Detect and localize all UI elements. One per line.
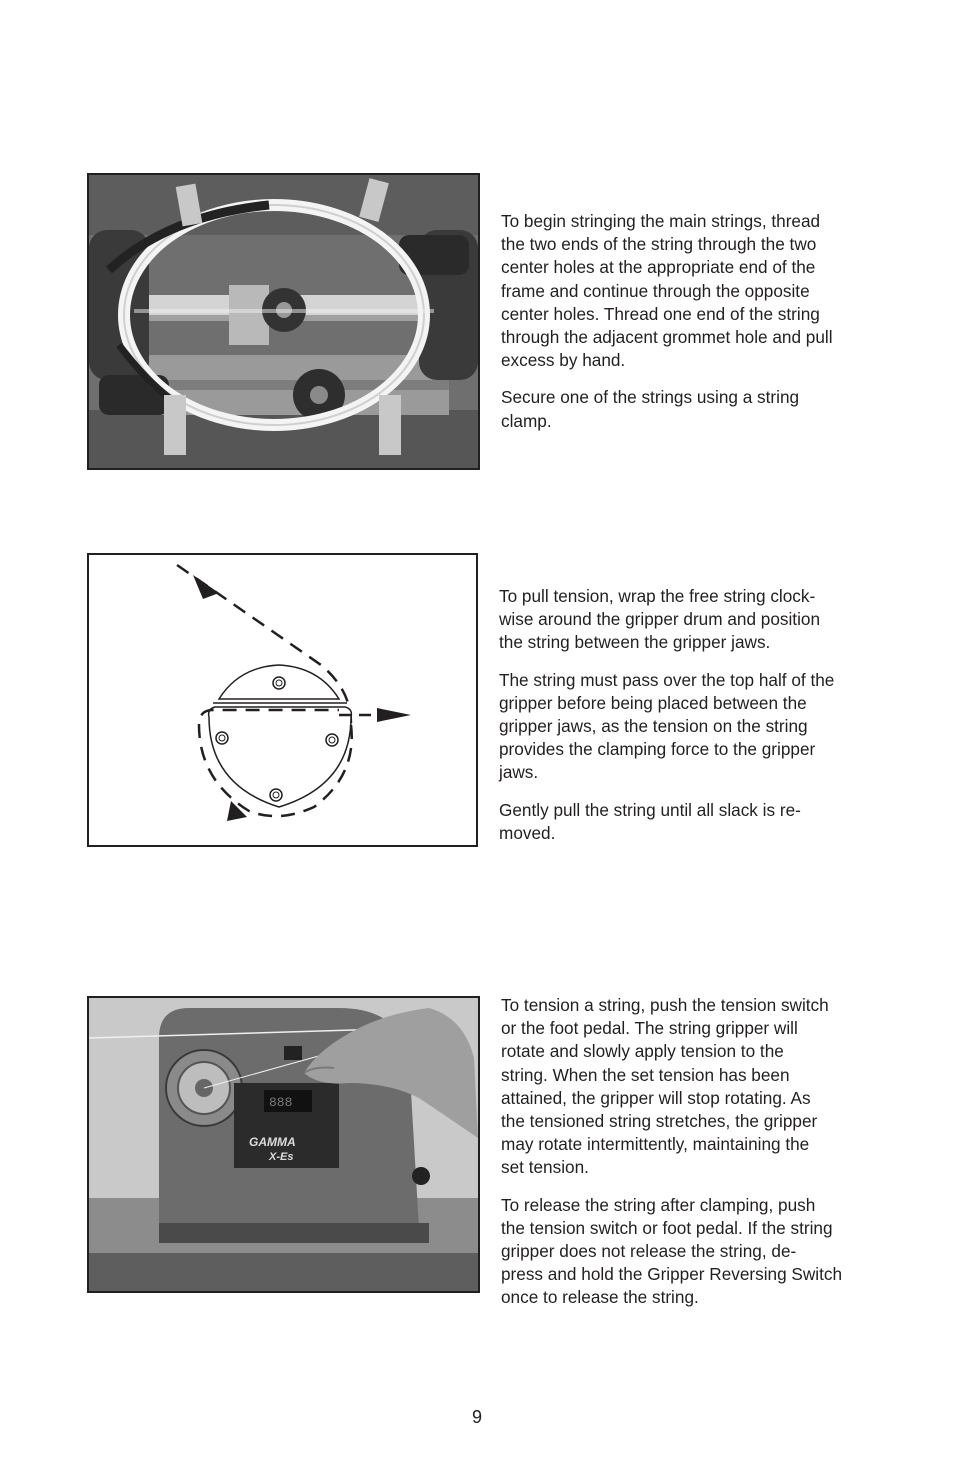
- text-line: clamp.: [501, 410, 552, 431]
- section1-paragraph2: [501, 386, 881, 432]
- text-line: the tensioned string stretches, the gripper: [501, 1111, 818, 1132]
- text-line: To begin stringing the main strings, thread: [501, 211, 821, 231]
- text-line: To pull tension, wrap the free string clock-: [499, 586, 816, 606]
- text-line: excess by hand.: [501, 350, 626, 371]
- text-line: frame and continue through the opposite: [501, 280, 810, 301]
- text-line: jaws.: [499, 762, 539, 783]
- text-line: center holes at the appropriate end of the: [501, 257, 816, 278]
- text-line: or the foot pedal. The string gripper will: [501, 1018, 798, 1039]
- text-line: attained, the gripper will stop rotating. As: [501, 1087, 811, 1108]
- section2-paragraph3: [499, 799, 879, 845]
- gripper-top-jaw: [219, 665, 339, 699]
- section1-paragraph1: [501, 210, 881, 372]
- text-line: the tension switch or foot pedal. If the string: [501, 1217, 833, 1238]
- arrowhead-incoming: [193, 575, 219, 599]
- arrowhead-wrap: [227, 801, 247, 821]
- text-line: gripper jaws, as the tension on the string: [499, 716, 808, 737]
- text-line: gripper does not release the string, de-: [501, 1241, 797, 1262]
- arrowhead-outgoing: [377, 708, 411, 722]
- svg-text:888: 888: [269, 1095, 293, 1110]
- section2-paragraph2: [499, 669, 879, 785]
- photo-tension-head: [87, 996, 480, 1293]
- text-line: string. When the set tension has been: [501, 1064, 790, 1085]
- text-line: To release the string after clamping, push: [501, 1194, 816, 1215]
- text-line: The string must pass over the top half of the: [499, 669, 835, 690]
- text-line: Secure one of the strings using a string: [501, 387, 800, 408]
- text-line: Gently pull the string until all slack is re-: [499, 799, 801, 820]
- text-line: once to release the string.: [501, 1287, 699, 1308]
- text-line: through the adjacent grommet hole and pull: [501, 327, 833, 348]
- text-line: the two ends of the string through the two: [501, 234, 817, 255]
- text-line: the string between the gripper jaws.: [499, 632, 771, 653]
- brand-logo-text: GAMMA: [249, 1135, 296, 1149]
- section2-paragraph1: [499, 585, 879, 655]
- photo-racket-mounted: [87, 173, 480, 470]
- section3-text: [501, 994, 885, 1324]
- diagram-gripper-drum: [87, 553, 478, 847]
- text-line: press and hold the Gripper Reversing Switch: [501, 1264, 843, 1285]
- page-number: 9: [471, 1407, 482, 1427]
- text-line: rotate and slowly apply tension to the: [501, 1041, 784, 1062]
- text-line: To tension a string, push the tension switch: [501, 995, 829, 1015]
- text-line: moved.: [499, 822, 556, 843]
- text-line: center holes. Thread one end of the string: [501, 303, 820, 324]
- text-line: set tension.: [501, 1157, 589, 1178]
- section1-text: [501, 210, 881, 447]
- section3-paragraph2: [501, 1194, 885, 1310]
- section3-paragraph1: [501, 994, 885, 1180]
- section2-text: [499, 585, 879, 859]
- text-line: may rotate intermittently, maintaining the: [501, 1134, 810, 1155]
- text-line: wise around the gripper drum and position: [499, 609, 821, 630]
- text-line: provides the clamping force to the gripper: [499, 739, 816, 760]
- text-line: gripper before being placed between the: [499, 692, 807, 713]
- brand-model-text: X-Es: [269, 1151, 294, 1163]
